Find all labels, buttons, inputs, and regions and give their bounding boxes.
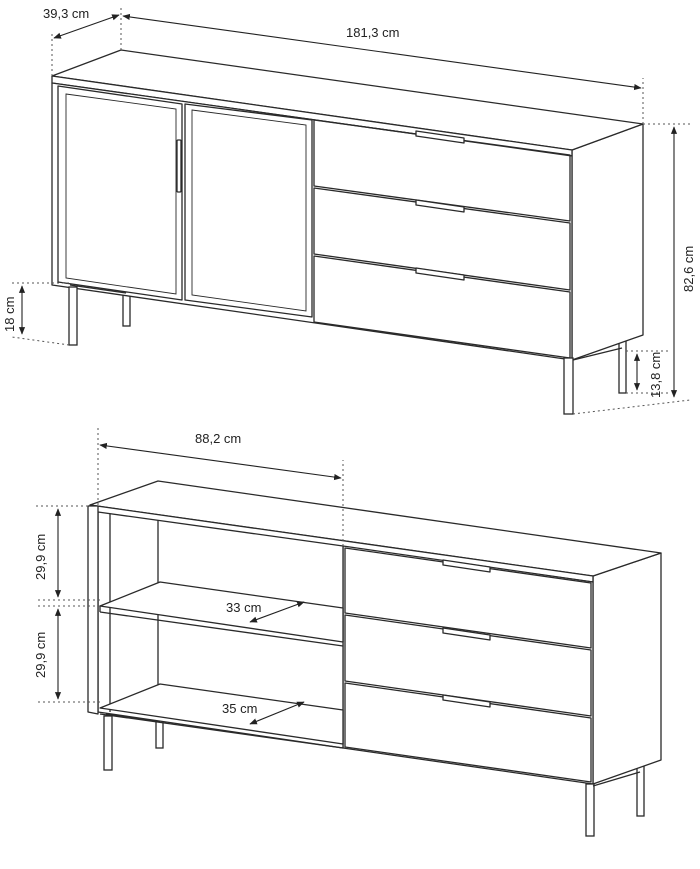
front-right-leg-open <box>586 784 594 836</box>
left-side-edge <box>88 506 98 714</box>
side-panel <box>572 124 643 360</box>
front-left-leg-open <box>104 716 112 770</box>
height-label: 82,6 cm <box>681 245 696 292</box>
depth-label: 39,3 cm <box>43 6 90 21</box>
front-left-leg <box>69 287 77 345</box>
shelf-gap-bottom-label: 29,9 cm <box>33 631 48 678</box>
closed-sideboard-view <box>2 6 696 414</box>
leg-height-left-label: 18 cm <box>2 296 17 332</box>
front-right-leg <box>564 358 573 414</box>
cabinet-width-label: 88,2 cm <box>195 431 242 446</box>
shelf-depth-top-label: 33 cm <box>226 600 262 615</box>
drawer-block <box>343 546 593 784</box>
left-door-handle <box>177 140 181 192</box>
back-left-leg <box>123 292 130 326</box>
back-right-leg <box>619 338 626 393</box>
open-sideboard-view <box>33 428 661 836</box>
back-right-leg-open <box>637 766 644 816</box>
width-label: 181,3 cm <box>346 25 400 40</box>
leg-height-right-label: 13,8 cm <box>648 351 663 398</box>
shelf-depth-bottom-label: 35 cm <box>222 701 258 716</box>
side-panel-open <box>593 553 661 784</box>
shelf-gap-top-label: 29,9 cm <box>33 533 48 580</box>
